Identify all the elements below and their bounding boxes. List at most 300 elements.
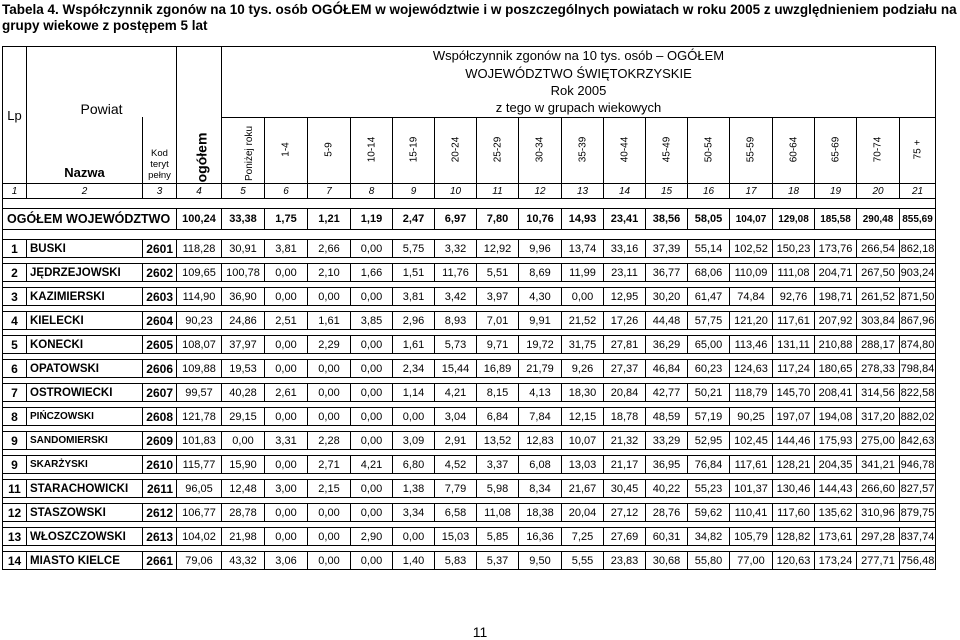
age-group-label: 5-9 — [323, 142, 335, 157]
row-value: 40,28 — [222, 384, 265, 402]
row-value: 110,09 — [730, 264, 773, 282]
data-table — [2, 46, 936, 570]
row-value: 2,66 — [308, 240, 351, 258]
row-value: 99,57 — [177, 384, 222, 402]
table-row — [3, 432, 936, 450]
header-ogolem — [177, 47, 222, 184]
spacer-cell — [562, 230, 604, 240]
row-value: 879,75 — [900, 504, 936, 522]
row-value: 3,06 — [265, 552, 308, 570]
row-value: 0,00 — [351, 336, 393, 354]
spacer-cell — [143, 199, 177, 209]
row-value: 2,61 — [265, 384, 308, 402]
row-value: 4,21 — [351, 456, 393, 474]
row-lp: 4 — [3, 312, 27, 330]
row-value: 33,29 — [646, 432, 688, 450]
row-value: 15,03 — [435, 528, 477, 546]
row-kod: 2605 — [143, 336, 177, 354]
age-group-label: 10-14 — [365, 136, 377, 163]
row-value: 297,28 — [857, 528, 900, 546]
table-row — [3, 528, 936, 546]
header-age-group — [815, 117, 857, 184]
column-index: 3 — [143, 184, 177, 199]
row-value: 1,38 — [393, 480, 435, 498]
row-value: 842,63 — [900, 432, 936, 450]
row-value: 15,90 — [222, 456, 265, 474]
row-value: 3,09 — [393, 432, 435, 450]
row-value: 3,34 — [393, 504, 435, 522]
row-kod: 2612 — [143, 504, 177, 522]
row-value: 0,00 — [351, 384, 393, 402]
row-value: 2,29 — [308, 336, 351, 354]
spacer-cell — [688, 199, 730, 209]
table-row — [3, 360, 936, 378]
row-value: 113,46 — [730, 336, 773, 354]
row-value: 862,18 — [900, 240, 936, 258]
row-value: 198,71 — [815, 288, 857, 306]
row-value: 8,93 — [435, 312, 477, 330]
row-name: OSTROWIECKI — [27, 384, 143, 402]
spacer-cell — [177, 230, 222, 240]
row-value: 13,74 — [562, 240, 604, 258]
row-value: 7,84 — [519, 408, 562, 426]
spacer-cell — [773, 199, 815, 209]
row-value: 173,76 — [815, 240, 857, 258]
header-age-group — [435, 117, 477, 184]
header-age-group — [562, 117, 604, 184]
row-value: 867,96 — [900, 312, 936, 330]
row-value: 0,00 — [351, 552, 393, 570]
row-name: MIASTO KIELCE — [27, 552, 143, 570]
age-group-label: 25-29 — [491, 136, 503, 163]
row-value: 36,29 — [646, 336, 688, 354]
row-value: 19,53 — [222, 360, 265, 378]
header-age-group — [308, 117, 351, 184]
row-value: 0,00 — [308, 408, 351, 426]
row-value: 12,95 — [604, 288, 646, 306]
row-value: 1,14 — [393, 384, 435, 402]
spacer-cell — [519, 199, 562, 209]
row-value: 0,00 — [265, 336, 308, 354]
row-value: 96,05 — [177, 480, 222, 498]
table-row — [3, 552, 936, 570]
row-value: 37,97 — [222, 336, 265, 354]
row-value: 1,61 — [308, 312, 351, 330]
table-row — [3, 456, 936, 474]
spacer-cell — [393, 199, 435, 209]
row-value: 2,90 — [351, 528, 393, 546]
spacer-cell — [562, 199, 604, 209]
column-index: 4 — [177, 184, 222, 199]
column-index: 16 — [688, 184, 730, 199]
row-value: 0,00 — [308, 528, 351, 546]
header-age-group — [646, 117, 688, 184]
row-value: 278,33 — [857, 360, 900, 378]
row-value: 144,43 — [815, 480, 857, 498]
row-value: 12,83 — [519, 432, 562, 450]
header-kod — [143, 117, 177, 184]
header-lp: Lp — [3, 47, 27, 184]
row-value: 57,19 — [688, 408, 730, 426]
row-value: 9,71 — [477, 336, 519, 354]
row-value: 12,48 — [222, 480, 265, 498]
spacer-cell — [646, 230, 688, 240]
row-value: 175,93 — [815, 432, 857, 450]
row-lp: 13 — [3, 528, 27, 546]
row-value: 317,20 — [857, 408, 900, 426]
row-value: 7,01 — [477, 312, 519, 330]
spacer-cell — [900, 199, 936, 209]
row-value: 18,78 — [604, 408, 646, 426]
row-value: 9,50 — [519, 552, 562, 570]
row-value: 0,00 — [265, 528, 308, 546]
row-value: 55,80 — [688, 552, 730, 570]
row-value: 277,71 — [857, 552, 900, 570]
header-age-group — [688, 117, 730, 184]
row-value: 275,00 — [857, 432, 900, 450]
column-index: 2 — [27, 184, 143, 199]
row-value: 124,63 — [730, 360, 773, 378]
row-name: JĘDRZEJOWSKI — [27, 264, 143, 282]
column-index: 13 — [562, 184, 604, 199]
row-value: 117,60 — [773, 504, 815, 522]
row-value: 59,62 — [688, 504, 730, 522]
row-value: 303,84 — [857, 312, 900, 330]
row-value: 24,86 — [222, 312, 265, 330]
row-value: 114,90 — [177, 288, 222, 306]
row-value: 3,97 — [477, 288, 519, 306]
row-value: 76,84 — [688, 456, 730, 474]
column-index-row — [3, 184, 936, 199]
column-index: 10 — [435, 184, 477, 199]
row-value: 30,45 — [604, 480, 646, 498]
row-kod: 2601 — [143, 240, 177, 258]
age-group-label: 60-64 — [787, 136, 799, 163]
row-value: 6,84 — [477, 408, 519, 426]
row-value: 13,52 — [477, 432, 519, 450]
row-value: 117,61 — [773, 312, 815, 330]
row-value: 903,24 — [900, 264, 936, 282]
row-value: 0,00 — [222, 432, 265, 450]
header-nazwa — [27, 117, 143, 184]
kod-label: Kod teryt pełny — [148, 148, 171, 181]
row-value: 3,00 — [265, 480, 308, 498]
spacer-cell — [604, 230, 646, 240]
row-value: 4,21 — [435, 384, 477, 402]
row-value: 102,52 — [730, 240, 773, 258]
total-value: 2,47 — [393, 209, 435, 230]
row-value: 871,50 — [900, 288, 936, 306]
row-name: BUSKI — [27, 240, 143, 258]
age-group-label: 75 + — [912, 139, 923, 160]
row-value: 0,00 — [308, 504, 351, 522]
spacer-cell — [857, 230, 900, 240]
row-value: 50,21 — [688, 384, 730, 402]
column-index: 7 — [308, 184, 351, 199]
row-lp: 9 — [3, 456, 27, 474]
row-name: KAZIMIERSKI — [27, 288, 143, 306]
table-title: Tabela 4. Współczynnik zgonów na 10 tys. osób OGÓŁEM w województwie i w poszczególnych powiatach w roku 2005 z uwzględnieniem podziału na grupy wiekowe z postępem 5 lat — [2, 2, 957, 33]
header-age-group — [265, 117, 308, 184]
row-value: 17,26 — [604, 312, 646, 330]
row-value: 12,15 — [562, 408, 604, 426]
row-value: 882,02 — [900, 408, 936, 426]
row-value: 3,85 — [351, 312, 393, 330]
row-value: 3,81 — [265, 240, 308, 258]
column-index: 1 — [3, 184, 27, 199]
row-value: 0,00 — [351, 432, 393, 450]
table-row — [3, 336, 936, 354]
spacer-cell — [604, 199, 646, 209]
spacer-cell — [688, 230, 730, 240]
row-lp: 2 — [3, 264, 27, 282]
row-value: 827,57 — [900, 480, 936, 498]
row-value: 2,10 — [308, 264, 351, 282]
row-lp: 12 — [3, 504, 27, 522]
row-value: 37,39 — [646, 240, 688, 258]
row-value: 946,78 — [900, 456, 936, 474]
total-name: OGÓŁEM WOJEWÓDZTWO — [3, 209, 177, 230]
row-value: 0,00 — [351, 504, 393, 522]
age-group-label: 65-69 — [829, 136, 841, 163]
row-value: 1,51 — [393, 264, 435, 282]
total-value: 7,80 — [477, 209, 519, 230]
age-group-label: 35-39 — [576, 136, 588, 163]
column-index: 19 — [815, 184, 857, 199]
row-value: 194,08 — [815, 408, 857, 426]
row-value: 150,23 — [773, 240, 815, 258]
column-index: 17 — [730, 184, 773, 199]
row-value: 12,92 — [477, 240, 519, 258]
total-value: 14,93 — [562, 209, 604, 230]
row-name: SANDOMIERSKI — [27, 432, 143, 450]
row-value: 5,73 — [435, 336, 477, 354]
row-value: 44,48 — [646, 312, 688, 330]
row-kod: 2609 — [143, 432, 177, 450]
row-value: 117,24 — [773, 360, 815, 378]
spacer-cell — [308, 230, 351, 240]
row-value: 4,52 — [435, 456, 477, 474]
row-value: 34,82 — [688, 528, 730, 546]
spacer-cell — [177, 199, 222, 209]
header-age-group — [477, 117, 519, 184]
row-lp: 6 — [3, 360, 27, 378]
row-value: 30,20 — [646, 288, 688, 306]
row-value: 288,17 — [857, 336, 900, 354]
age-group-label: 20-24 — [449, 136, 461, 163]
row-value: 11,76 — [435, 264, 477, 282]
row-value: 5,85 — [477, 528, 519, 546]
row-value: 6,58 — [435, 504, 477, 522]
ogolem-label: ogółem — [193, 132, 210, 183]
row-value: 822,58 — [900, 384, 936, 402]
row-value: 0,00 — [308, 360, 351, 378]
row-value: 1,66 — [351, 264, 393, 282]
row-value: 173,61 — [815, 528, 857, 546]
row-value: 11,08 — [477, 504, 519, 522]
row-value: 16,89 — [477, 360, 519, 378]
table-row — [3, 384, 936, 402]
row-value: 2,15 — [308, 480, 351, 498]
header-age-group — [857, 117, 900, 184]
row-value: 46,84 — [646, 360, 688, 378]
row-value: 117,61 — [730, 456, 773, 474]
row-lp: 1 — [3, 240, 27, 258]
row-value: 19,72 — [519, 336, 562, 354]
row-value: 261,52 — [857, 288, 900, 306]
nazwa-label: Nazwa — [64, 165, 105, 180]
table-row — [3, 480, 936, 498]
row-value: 40,22 — [646, 480, 688, 498]
row-kod: 2608 — [143, 408, 177, 426]
row-value: 33,16 — [604, 240, 646, 258]
row-value: 118,79 — [730, 384, 773, 402]
spacer-cell — [265, 230, 308, 240]
row-value: 7,79 — [435, 480, 477, 498]
column-index: 9 — [393, 184, 435, 199]
row-value: 3,81 — [393, 288, 435, 306]
row-value: 105,79 — [730, 528, 773, 546]
row-value: 27,81 — [604, 336, 646, 354]
row-value: 128,82 — [773, 528, 815, 546]
row-value: 0,00 — [265, 456, 308, 474]
row-value: 101,83 — [177, 432, 222, 450]
row-value: 3,31 — [265, 432, 308, 450]
row-value: 0,00 — [351, 360, 393, 378]
row-value: 0,00 — [308, 288, 351, 306]
spacer-cell — [222, 230, 265, 240]
row-value: 52,95 — [688, 432, 730, 450]
column-index: 11 — [477, 184, 519, 199]
age-group-label: 15-19 — [407, 136, 419, 163]
row-value: 2,34 — [393, 360, 435, 378]
row-value: 128,21 — [773, 456, 815, 474]
row-value: 135,62 — [815, 504, 857, 522]
row-value: 180,65 — [815, 360, 857, 378]
header-line2: WOJEWÓDZTWO ŚWIĘTOKRZYSKIE — [222, 65, 936, 83]
total-value: 104,07 — [730, 209, 773, 230]
row-value: 109,88 — [177, 360, 222, 378]
row-value: 144,46 — [773, 432, 815, 450]
spacer-row — [3, 199, 936, 209]
row-value: 145,70 — [773, 384, 815, 402]
row-value: 207,92 — [815, 312, 857, 330]
row-value: 106,77 — [177, 504, 222, 522]
row-name: STASZOWSKI — [27, 504, 143, 522]
table-row — [3, 240, 936, 258]
spacer-cell — [351, 230, 393, 240]
column-index: 18 — [773, 184, 815, 199]
row-value: 5,98 — [477, 480, 519, 498]
row-value: 9,91 — [519, 312, 562, 330]
total-value: 185,58 — [815, 209, 857, 230]
row-value: 5,83 — [435, 552, 477, 570]
page-number: 11 — [472, 624, 488, 640]
powiat-label: Powiat — [80, 101, 123, 117]
row-lp: 9 — [3, 432, 27, 450]
row-value: 0,00 — [308, 552, 351, 570]
row-name: WŁOSZCZOWSKI — [27, 528, 143, 546]
header-age-group — [730, 117, 773, 184]
row-value: 2,51 — [265, 312, 308, 330]
spacer-cell — [519, 230, 562, 240]
total-value: 1,75 — [265, 209, 308, 230]
row-value: 21,52 — [562, 312, 604, 330]
row-value: 55,14 — [688, 240, 730, 258]
row-value: 28,78 — [222, 504, 265, 522]
row-value: 0,00 — [308, 384, 351, 402]
row-value: 8,15 — [477, 384, 519, 402]
row-value: 48,59 — [646, 408, 688, 426]
row-name: OPATOWSKI — [27, 360, 143, 378]
table-row — [3, 312, 936, 330]
row-value: 13,03 — [562, 456, 604, 474]
row-value: 60,31 — [646, 528, 688, 546]
row-value: 61,47 — [688, 288, 730, 306]
age-group-label: 30-34 — [534, 136, 546, 163]
row-value: 110,41 — [730, 504, 773, 522]
header-age-group — [519, 117, 562, 184]
age-group-label: 70-74 — [872, 136, 884, 163]
spacer-cell — [773, 230, 815, 240]
spacer-cell — [265, 199, 308, 209]
row-value: 2,91 — [435, 432, 477, 450]
row-value: 0,00 — [393, 408, 435, 426]
row-value: 3,42 — [435, 288, 477, 306]
row-value: 2,28 — [308, 432, 351, 450]
row-value: 108,07 — [177, 336, 222, 354]
spacer-cell — [815, 230, 857, 240]
header-line1: Współczynnik zgonów na 10 tys. osób – OGÓŁEM — [222, 47, 936, 65]
row-value: 115,77 — [177, 456, 222, 474]
row-value: 0,00 — [562, 288, 604, 306]
header-age-group — [900, 117, 936, 184]
row-value: 16,36 — [519, 528, 562, 546]
row-value: 1,40 — [393, 552, 435, 570]
row-value: 21,79 — [519, 360, 562, 378]
row-value: 0,00 — [265, 408, 308, 426]
total-row — [3, 209, 936, 230]
row-value: 5,51 — [477, 264, 519, 282]
row-value: 11,99 — [562, 264, 604, 282]
row-value: 8,34 — [519, 480, 562, 498]
row-value: 5,55 — [562, 552, 604, 570]
row-value: 121,20 — [730, 312, 773, 330]
header-age-group — [773, 117, 815, 184]
row-value: 173,24 — [815, 552, 857, 570]
row-value: 29,15 — [222, 408, 265, 426]
row-value: 30,91 — [222, 240, 265, 258]
row-value: 1,61 — [393, 336, 435, 354]
row-value: 43,32 — [222, 552, 265, 570]
row-value: 101,37 — [730, 480, 773, 498]
spacer-cell — [222, 199, 265, 209]
spacer-cell — [900, 230, 936, 240]
row-value: 100,78 — [222, 264, 265, 282]
row-value: 756,48 — [900, 552, 936, 570]
row-value: 131,11 — [773, 336, 815, 354]
row-value: 120,63 — [773, 552, 815, 570]
row-kod: 2610 — [143, 456, 177, 474]
row-value: 0,00 — [265, 288, 308, 306]
spacer-cell — [730, 199, 773, 209]
total-value: 38,56 — [646, 209, 688, 230]
row-value: 2,71 — [308, 456, 351, 474]
row-value: 4,30 — [519, 288, 562, 306]
spacer-cell — [477, 199, 519, 209]
row-value: 57,75 — [688, 312, 730, 330]
row-kod: 2603 — [143, 288, 177, 306]
